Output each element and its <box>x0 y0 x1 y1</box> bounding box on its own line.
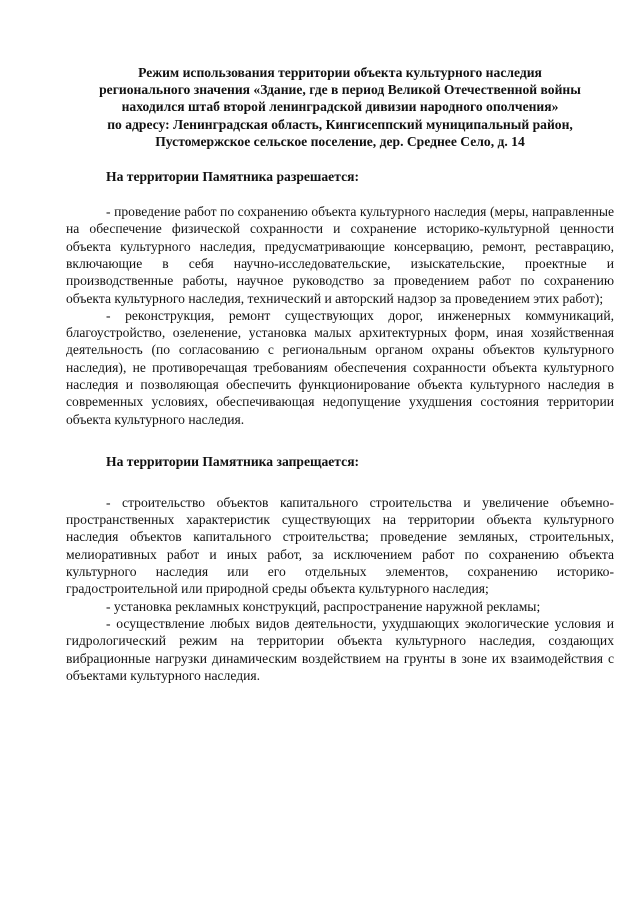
prohibited-list <box>66 494 614 684</box>
allowed-list <box>66 203 614 428</box>
list-item: - строительство объектов капитального строительства и увеличение объемно-пространственных характеристик существующих на территории объекта культурного наследия объектов капитального строительства; проведение земляных, строительных, мелиоративных работ и иных работ, за исключением работ по сохранению объекта культурного наследия или его отдельных элементов, сохранению историко-градостроительной или природной среды объекта культурного наследия; <box>66 494 614 597</box>
document-page <box>66 64 614 684</box>
list-item: - реконструкция, ремонт существующих дорог, инженерных коммуникаций, благоустройство, озеленение, установка малых архитектурных форм, иная хозяйственная деятельность (по согласованию с региональным органом охраны объектов культурного наследия), не противоречащая требованиям обеспечения сохранности объекта культурного наследия и позволяющая обеспечить функционирование объекта культурного наследия в современных условиях, обеспечивающая недопущение ухудшения состояния территории объекта культурного наследия. <box>66 307 614 427</box>
title-line: Пустомержское сельское поселение, дер. Среднее Село, д. 14 <box>155 133 525 149</box>
title-line: по адресу: Ленинградская область, Кингисеппский муниципальный район, <box>107 116 573 132</box>
list-item: - осуществление любых видов деятельности, ухудшающих экологические условия и гидрологический режим на территории объекта культурного наследия, создающих вибрационные нагрузки динамическим воздействием на грунты в зоне их взаимодействия с объектами культурного наследия. <box>66 615 614 683</box>
title-line: регионального значения «Здание, где в период Великой Отечественной войны <box>99 82 581 98</box>
prohibited-heading: На территории Памятника запрещается: <box>106 453 360 469</box>
list-item: - установка рекламных конструкций, распространение наружной рекламы; <box>106 598 541 614</box>
list-item: - проведение работ по сохранению объекта культурного наследия (меры, направленные на обеспечение физической сохранности и сохранение историко-культурной ценности объекта культурного наследия, предусматривающие консервацию, ремонт, реставрацию, включающие в себя научно-исследовательские, изыскательские, проектные и производственные работы, научное руководство за проведением работ по сохранению объекта культурного наследия, технический и авторский надзор за проведением этих работ); <box>66 204 614 306</box>
title-line: Режим использования территории объекта культурного наследия <box>138 65 542 80</box>
allowed-heading: На территории Памятника разрешается: <box>106 169 359 185</box>
document-title <box>66 64 614 150</box>
title-line: находился штаб второй ленинградской дивизии народного ополчения» <box>121 99 559 115</box>
